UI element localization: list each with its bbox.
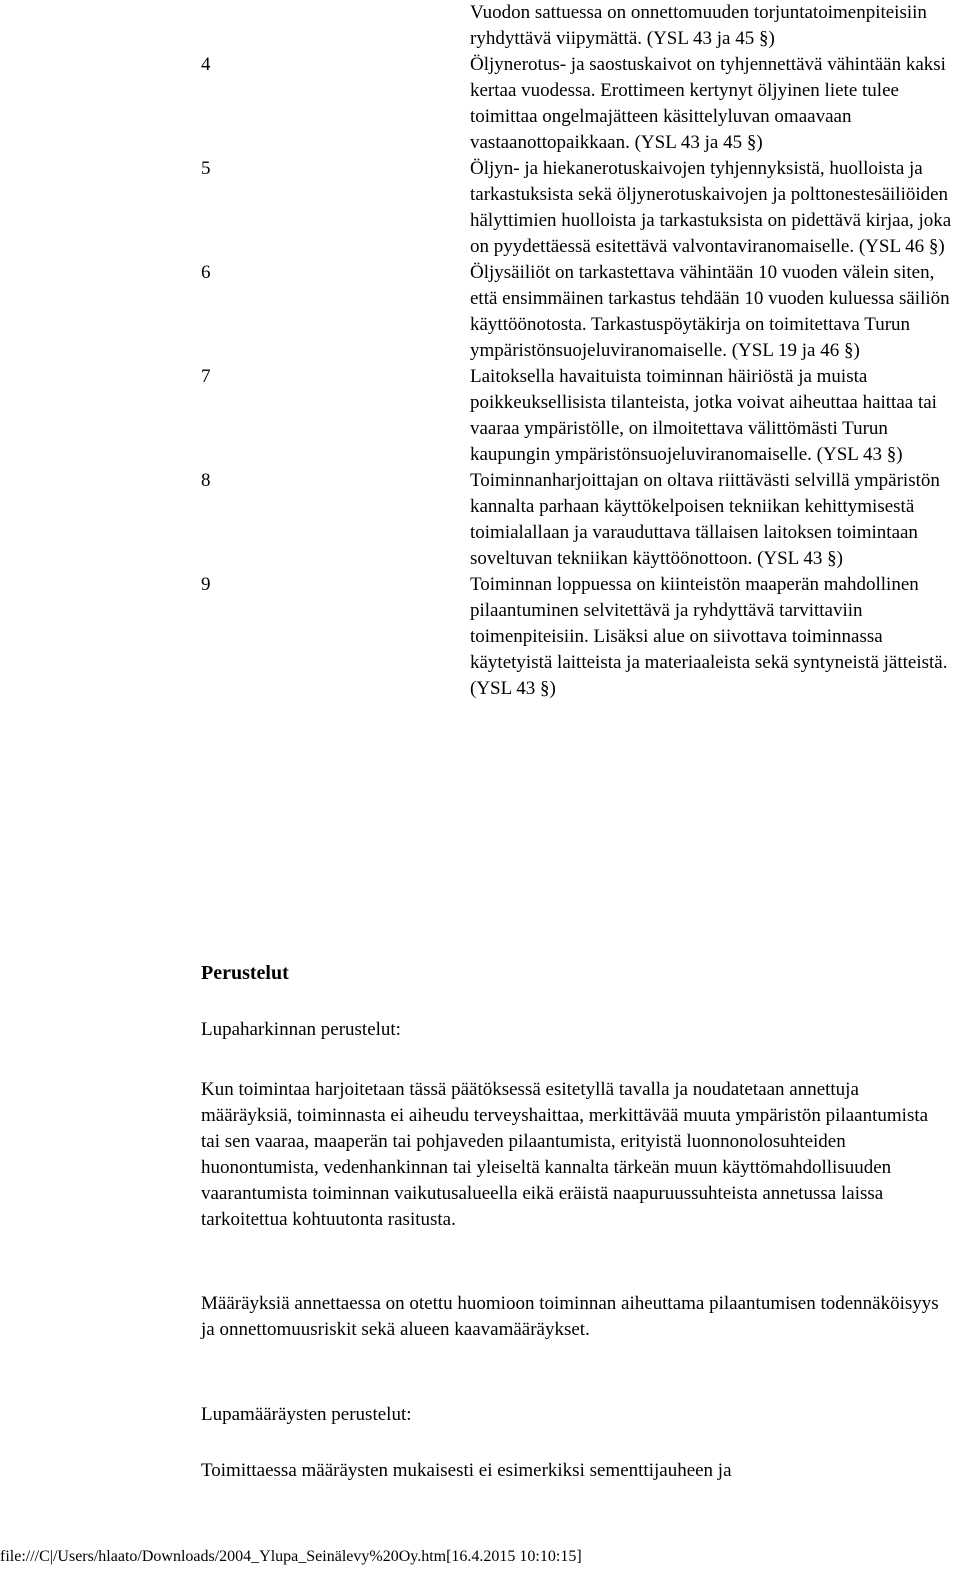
condition-row-7	[201, 364, 953, 468]
condition-row-8	[201, 468, 953, 572]
condition-text: Öljynerotus- ja saostuskaivot on tyhjennettävä vähintään kaksi kertaa vuodessa. Erottimeen kertynyt öljyinen liete tulee toimittaa ongelmajätteen käsittelyluvan omaavaan vastaanottopaikkaan. (YSL 43 ja 45 §)	[470, 54, 946, 153]
conditions-table	[201, 0, 953, 702]
reasoning-paragraph-2: Määräyksiä annettaessa on otettu huomioon toiminnan aiheuttama pilaantumisen todennäköisyys ja onnettomuusriskit sekä alueen kaavamääräykset.	[201, 1293, 939, 1340]
condition-number: 5	[201, 158, 211, 179]
print-footer-url: file:///C|/Users/hlaato/Downloads/2004_Ylupa_Seinälevy%20Oy.htm[16.4.2015 10:10:15]	[0, 1548, 582, 1565]
section-heading-perustelut: Perustelut	[201, 962, 289, 984]
condition-row-5	[201, 156, 953, 260]
reasoning-paragraph-3: Toimittaessa määräysten mukaisesti ei esimerkiksi sementtijauheen ja	[201, 1460, 732, 1481]
condition-row-9	[201, 572, 953, 702]
condition-number: 6	[201, 262, 211, 283]
lupamaaraykset-label: Lupamääräysten perustelut:	[201, 1404, 412, 1425]
lupaharkinta-label: Lupaharkinnan perustelut:	[201, 1019, 401, 1040]
condition-text: Öljyn- ja hiekanerotuskaivojen tyhjennyksistä, huolloista ja tarkastuksista sekä öljynerotuskaivojen ja polttonestesäiliöiden hälyttimien huolloista ja tarkastuksista on pidettävä kirjaa, joka on pyydettäessä esitettävä valvontaviranomaiselle. (YSL 46 §)	[470, 158, 952, 257]
condition-text: Toiminnan loppuessa on kiinteistön maaperän mahdollinen pilaantuminen selvitettävä ja ryhdyttävä tarvittaviin toimenpiteisiin. Lisäksi alue on siivottava toiminnassa käytetyistä laitteista ja materiaaleista sekä syntyneistä jätteistä. (YSL 43 §)	[470, 574, 948, 699]
condition-number: 9	[201, 574, 211, 595]
condition-text: Öljysäiliöt on tarkastettava vähintään 10 vuoden välein siten, että ensimmäinen tarkastus tehdään 10 vuoden kuluessa säiliön käyttöönotosta. Tarkastuspöytäkirja on toimitettava Turun ympäristönsuojeluviranomaiselle. (YSL 19 ja 46 §)	[470, 262, 950, 361]
condition-text: Laitoksella havaituista toiminnan häiriöstä ja muista poikkeuksellisista tilanteista, jotka voivat aiheuttaa haittaa tai vaaraa ympäristölle, on ilmoitettava välittömästi Turun kaupungin ympäristönsuojeluviranomaiselle. (YSL 43 §)	[470, 366, 937, 465]
reasoning-paragraph-1: Kun toimintaa harjoitetaan tässä päätöksessä esitetyllä tavalla ja noudatetaan annettuja määräyksiä, toiminnasta ei aiheudu terveyshaittaa, merkittävää muuta ympäristön pilaantumista tai sen vaaraa, maaperän tai pohjaveden pilaantumista, erityistä luonnonolosuhteiden huonontumista, vedenhankinnan tai yleiseltä kannalta tärkeän muun käyttömahdollisuuden vaarantumista toiminnan vaikutusalueella eikä eräistä naapuruussuhteista annetussa laissa tarkoitettua kohtuutonta rasitusta.	[201, 1079, 929, 1230]
condition-text: Toiminnanharjoittajan on oltava riittävästi selvillä ympäristön kannalta parhaan käyttökelpoisen tekniikan kehittymisestä toimialallaan ja varauduttava tällaisen laitoksen toimintaan soveltuvan tekniikan käyttöönottoon. (YSL 43 §)	[470, 470, 940, 569]
condition-3-continuation: Vuodon sattuessa on onnettomuuden torjuntatoimenpiteisiin ryhdyttävä viipymättä. (YSL 43 ja 45 §)	[470, 2, 927, 49]
condition-row-6	[201, 260, 953, 364]
condition-row-4	[201, 52, 953, 156]
condition-number: 4	[201, 54, 211, 75]
condition-number: 8	[201, 470, 211, 491]
condition-number: 7	[201, 366, 211, 387]
